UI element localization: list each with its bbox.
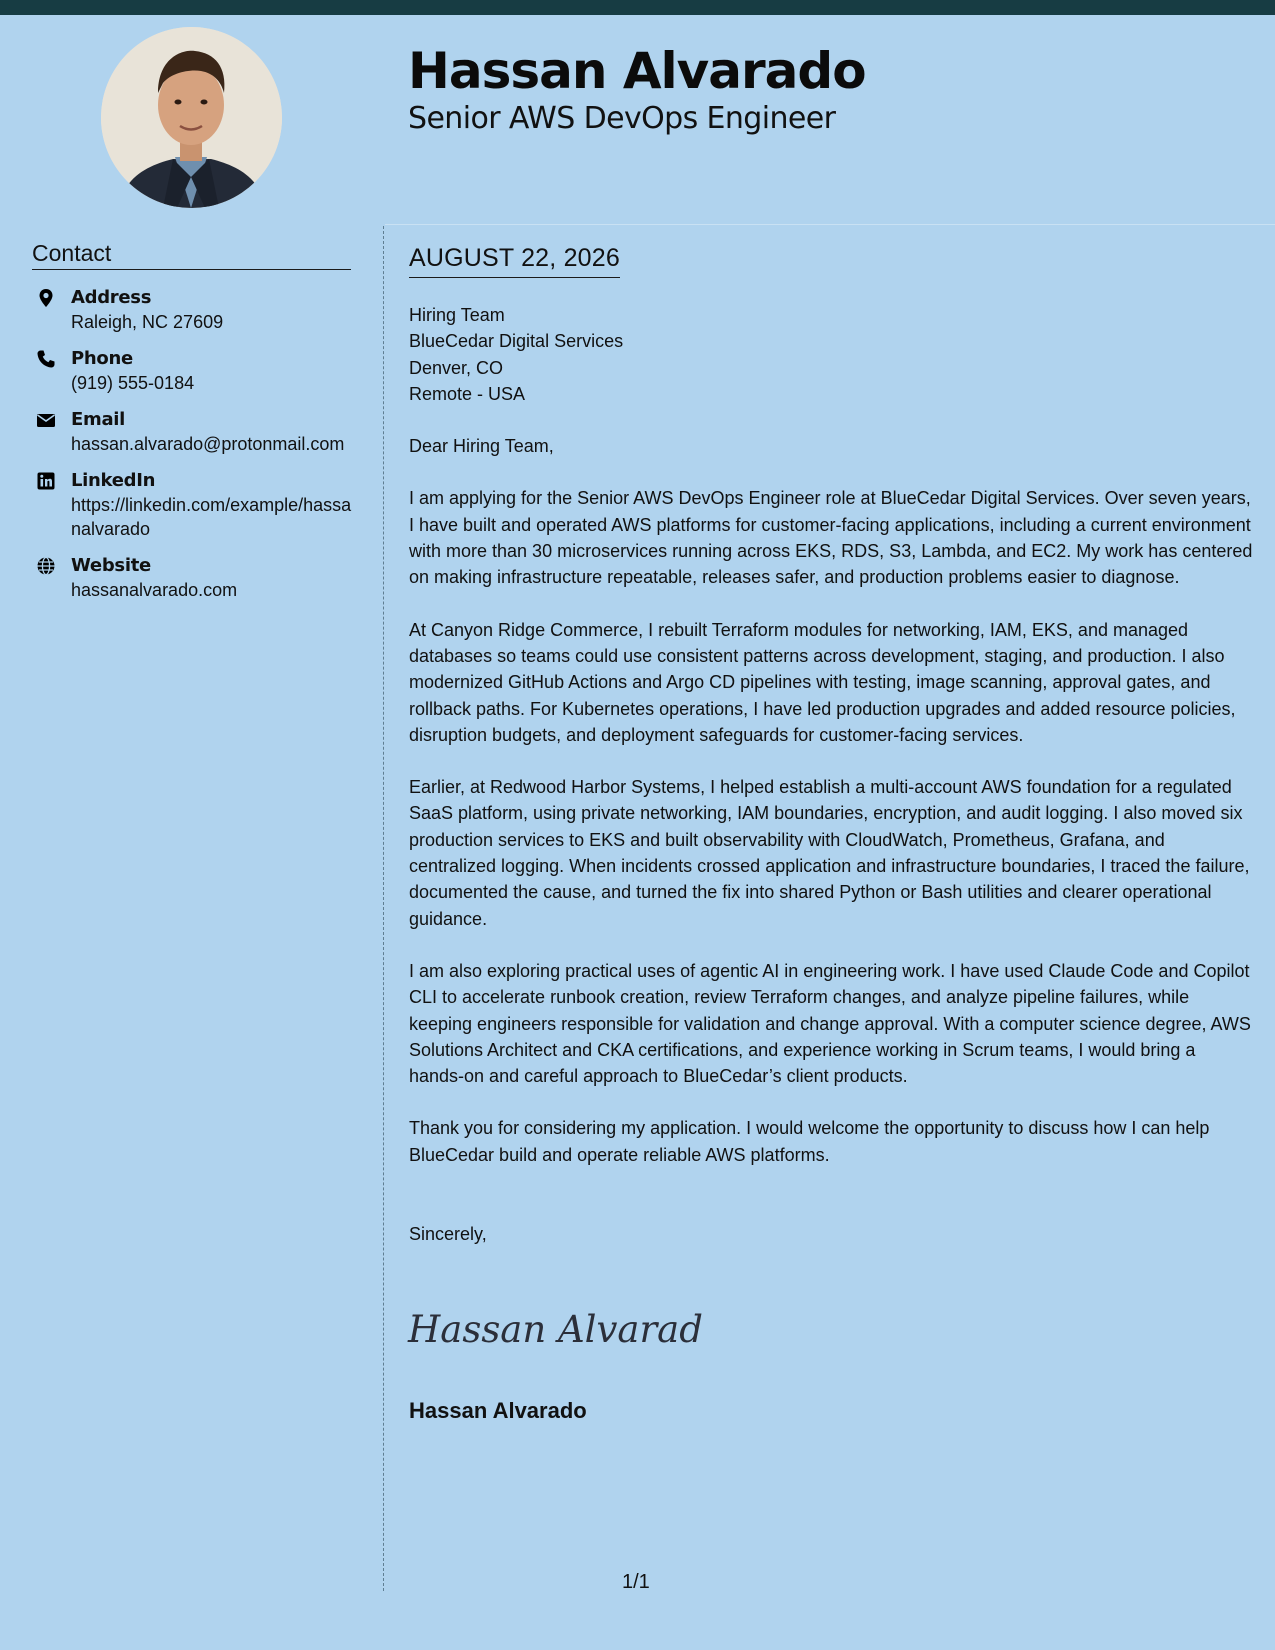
globe-icon: [36, 556, 56, 576]
linkedin-value[interactable]: https://linkedin.com/example/hassanalvarado: [71, 495, 352, 539]
body-paragraph: At Canyon Ridge Commerce, I rebuilt Terraform modules for networking, IAM, EKS, and managed databases so teams could use consistent patterns across development, staging, and production. I also modernized GitHub Actions and Argo CD pipelines with testing, image scanning, approval gates, and rollback paths. For Kubernetes operations, I have led production upgrades and added resource policies, disruption budgets, and deployment safeguards for customer-facing services.: [409, 619, 1236, 745]
column-divider: [383, 226, 384, 1591]
top-accent-bar: [0, 0, 1275, 15]
phone-value: (919) 555-0184: [71, 373, 195, 393]
body-paragraph: I am also exploring practical uses of agentic AI in engineering work. I have used Claude Code and Copilot CLI to accelerate runbook creation, review Terraform changes, and analyze pipeline failures, while keeping engineers responsible for validation and change approval. With a computer science degree, AWS Solutions Architect and CKA certifications, and experience working in Scrum teams, I would bring a hands-on and careful approach to BlueCedar’s client products.: [409, 960, 1251, 1087]
contact-email: [32, 408, 352, 456]
recipient-line: BlueCedar Digital Services: [409, 331, 624, 352]
envelope-icon: [36, 410, 56, 430]
recipient-line: Hiring Team: [409, 305, 505, 325]
letter-date: AUGUST 22, 2026: [409, 244, 620, 278]
map-pin-icon: [36, 288, 56, 308]
contact-phone: [32, 347, 352, 395]
handwritten-signature: Hassan Alvarad: [408, 1308, 703, 1351]
body-paragraph: Thank you for considering my application. I would welcome the opportunity to discuss how I can help BlueCedar build and operate reliable AWS platforms.: [409, 1118, 1210, 1165]
linkedin-label: LinkedIn: [71, 470, 156, 491]
page-number: 1/1: [622, 1571, 650, 1593]
email-value[interactable]: hassan.alvarado@protonmail.com: [71, 434, 345, 454]
applicant-name: Hassan Alvarado: [408, 42, 866, 100]
recipient-line: Remote - USA: [409, 383, 526, 404]
address-label: Address: [71, 287, 152, 308]
phone-icon: [36, 349, 56, 369]
profile-photo: [101, 27, 282, 208]
letter-body: [409, 302, 1253, 1247]
contact-list: [32, 286, 352, 615]
body-paragraph: Earlier, at Redwood Harbor Systems, I helped establish a multi-account AWS foundation for a regulated SaaS platform, using private networking, IAM boundaries, encryption, and audit logging. I also moved six production services to EKS and built observability with CloudWatch, Prometheus, Grafana, and centralized logging. When incidents crossed application and infrastructure boundaries, I traced the failure, documented the cause, and turned the fix into shared Python or Bash utilities and clearer operational guidance.: [409, 777, 1250, 929]
recipient-line: Denver, CO: [409, 357, 504, 378]
body-paragraph: I am applying for the Senior AWS DevOps Engineer role at BlueCedar Digital Services. Over seven years, I have built and operated AWS platforms for customer-facing applications, including a current environment with more than 30 microservices running across EKS, RDS, S3, Lambda, and EC2. My work has centered on making infrastructure repeatable, releases safer, and production problems easier to diagnose.: [409, 488, 1253, 588]
website-label: Website: [71, 555, 151, 576]
email-label: Email: [71, 409, 126, 430]
signed-name: Hassan Alvarado: [409, 1398, 587, 1423]
closing: Sincerely,: [409, 1224, 487, 1245]
contact-linkedin: [32, 469, 352, 541]
recipient-block: [409, 302, 1253, 407]
job-title: Senior AWS DevOps Engineer: [408, 101, 836, 136]
website-value[interactable]: hassanalvarado.com: [71, 580, 238, 600]
address-value: Raleigh, NC 27609: [71, 312, 224, 332]
linkedin-icon: [36, 471, 56, 491]
contact-address: [32, 286, 352, 334]
phone-label: Phone: [71, 348, 133, 369]
header-divider: [385, 224, 1275, 225]
salutation: Dear Hiring Team,: [409, 436, 554, 457]
contact-heading: Contact: [32, 240, 351, 270]
contact-website: [32, 554, 352, 602]
